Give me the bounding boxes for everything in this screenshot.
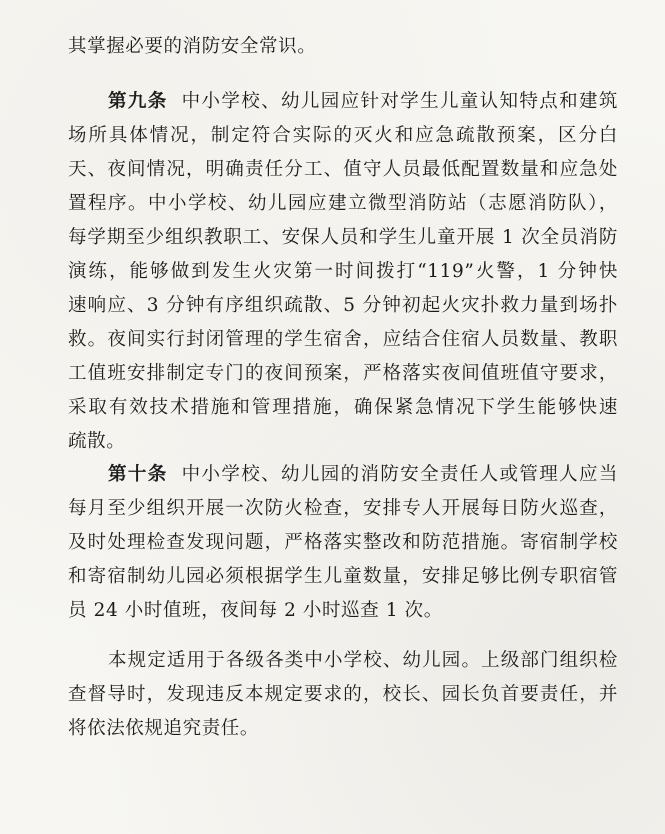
text-line: 场所具体情况，制定符合实际的灭火和应急疏散预案，区分白 [68, 125, 618, 146]
text-line: 和寄宿制幼儿园必须根据学生儿童数量，安排足够比例专职宿管 [68, 566, 618, 587]
text-line: 速响应、3 分钟有序组织疏散、5 分钟初起火灾扑救力量到场扑 [68, 295, 618, 316]
text-line: 疏散。 [68, 431, 126, 452]
text-line-content: 中小学校、幼儿园应针对学生儿童认知特点和建筑 [181, 91, 619, 112]
text-line-content: 中小学校、幼儿园的消防安全责任人或管理人应当 [181, 464, 619, 485]
text-line: 工值班安排制定专门的夜间预案，严格落实夜间值班值守要求， [68, 363, 618, 384]
paragraph-intro-tail [68, 30, 618, 64]
article-10-paragraph [68, 458, 618, 628]
article-10-heading: 第十条 [108, 464, 168, 485]
text-line: 本规定适用于各级各类中小学校、幼儿园。上级部门组织检 [108, 650, 618, 671]
text-line: 及时处理检查发现问题，严格落实整改和防范措施。寄宿制学校 [68, 532, 618, 553]
article-9-paragraph [68, 85, 618, 459]
text-line [68, 458, 618, 492]
text-line: 员 24 小时值班，夜间每 2 小时巡查 1 次。 [68, 600, 443, 621]
text-line: 置程序。中小学校、幼儿园应建立微型消防站（志愿消防队）， [68, 193, 618, 214]
text-line: 查督导时，发现违反本规定要求的，校长、园长负首要责任，并 [68, 684, 618, 705]
text-line: 其掌握必要的消防安全常识。 [68, 36, 317, 57]
text-line: 演练，能够做到发生火灾第一时间拨打“119”火警，1 分钟快 [68, 261, 618, 282]
article-9-heading: 第九条 [108, 91, 168, 112]
text-line: 每月至少组织开展一次防火检查，安排专人开展每日防火巡查， [68, 498, 618, 519]
text-line: 天、夜间情况，明确责任分工、值守人员最低配置数量和应急处 [68, 159, 618, 180]
text-line: 采取有效技术措施和管理措施，确保紧急情况下学生能够快速 [68, 397, 618, 418]
text-line: 将依法依规追究责任。 [68, 718, 260, 739]
text-line: 每学期至少组织教职工、安保人员和学生儿童开展 1 次全员消防 [68, 227, 618, 248]
scope-paragraph [68, 644, 618, 746]
text-line: 救。夜间实行封闭管理的学生宿舍，应结合住宿人员数量、教职 [68, 329, 618, 350]
text-line [68, 85, 618, 119]
